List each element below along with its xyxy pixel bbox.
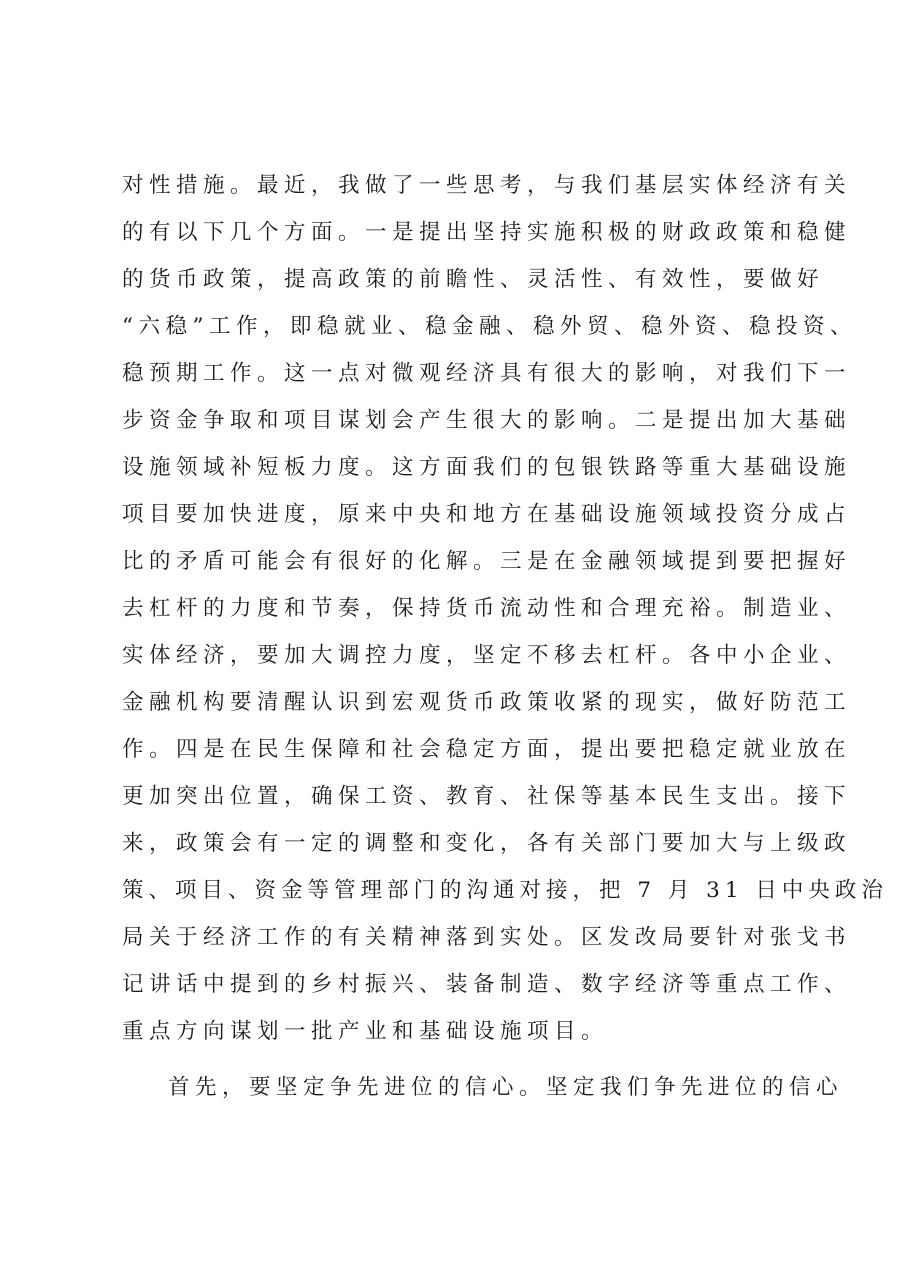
text-line: 项目要加快进度，原来中央和地方在基础设施领域投资分成占	[122, 502, 852, 527]
text-line: 步资金争取和项目谋划会产生很大的影响。二是提出加大基础	[122, 408, 852, 433]
text-line: 设施领域补短板力度。这方面我们的包银铁路等重大基础设施	[122, 455, 852, 480]
text-line: 策、项目、资金等管理部门的沟通对接，把 7 月 31 日中央政治	[122, 878, 888, 903]
paragraph-first-line: 首先，要坚定争先进位的信心。坚定我们争先进位的信心	[168, 1075, 844, 1100]
text-line: 去杠杆的力度和节奏，保持货币流动性和合理充裕。制造业、	[122, 596, 852, 621]
text-line: 来，政策会有一定的调整和变化，各有关部门要加大与上级政	[122, 831, 852, 856]
text-line: 对性措施。最近，我做了一些思考，与我们基层实体经济有关	[122, 173, 852, 198]
text-line: 重点方向谋划一批产业和基础设施项目。	[122, 1019, 609, 1044]
text-line: 金融机构要清醒认识到宏观货币政策收紧的现实，做好防范工	[122, 690, 852, 715]
text-line: 记讲话中提到的乡村振兴、装备制造、数字经济等重点工作、	[122, 972, 852, 997]
text-line: 局关于经济工作的有关精神落到实处。区发改局要针对张戈书	[122, 925, 852, 950]
text-line: 稳预期工作。这一点对微观经济具有很大的影响，对我们下一	[122, 361, 852, 386]
text-line: 的有以下几个方面。一是提出坚持实施积极的财政政策和稳健	[122, 220, 852, 245]
text-line: 更加突出位置，确保工资、教育、社保等基本民生支出。接下	[122, 784, 852, 809]
text-line: 实体经济，要加大调控力度，坚定不移去杠杆。各中小企业、	[122, 643, 852, 668]
text-line: 的货币政策，提高政策的前瞻性、灵活性、有效性，要做好	[122, 267, 825, 292]
text-line: 比的矛盾可能会有很好的化解。三是在金融领域提到要把握好	[122, 549, 852, 574]
text-line: 作。四是在民生保障和社会稳定方面，提出要把稳定就业放在	[122, 737, 852, 762]
text-line: “六稳”工作，即稳就业、稳金融、稳外贸、稳外资、稳投资、	[122, 314, 857, 339]
